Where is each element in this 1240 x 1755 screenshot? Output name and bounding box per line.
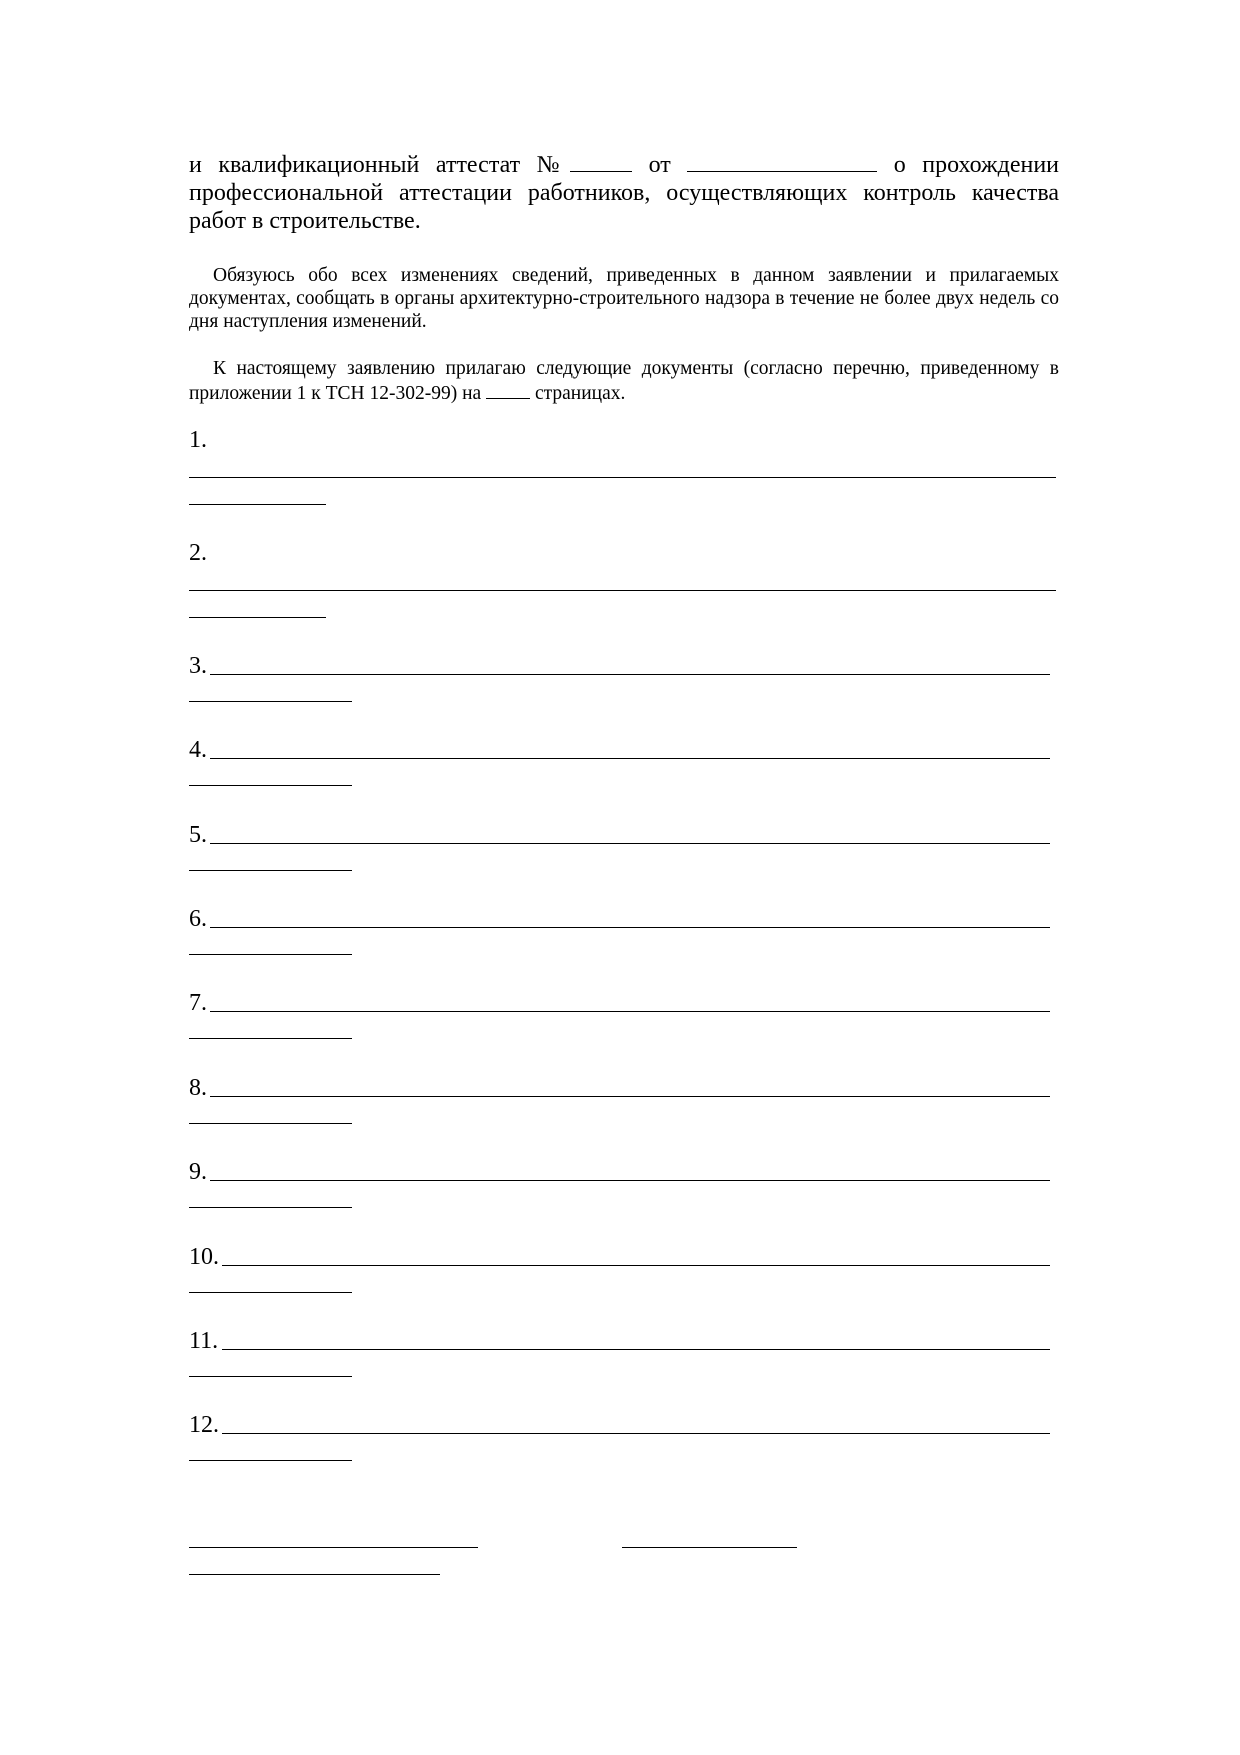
item-line-1[interactable] bbox=[210, 674, 1050, 675]
item-line-2[interactable] bbox=[189, 701, 352, 702]
qualification-text-1: и квалификационный аттестат № bbox=[189, 152, 571, 178]
attachments-text-1: К настоящему заявлению прилагаю следующие документы (согласно перечню, приведенному в приложении 1 к ТСН 12-302-99) на bbox=[189, 358, 1059, 404]
certificate-number-field[interactable] bbox=[570, 151, 632, 172]
item-line-1[interactable] bbox=[189, 477, 1056, 478]
item-number: 11. bbox=[189, 1328, 219, 1354]
item-number: 10. bbox=[189, 1244, 219, 1270]
item-line-2[interactable] bbox=[189, 1460, 352, 1461]
item-number: 9. bbox=[189, 1159, 207, 1185]
item-line-2[interactable] bbox=[189, 1207, 352, 1208]
obligation-paragraph bbox=[189, 264, 1059, 333]
page-count-field[interactable] bbox=[486, 380, 530, 399]
item-line-2[interactable] bbox=[189, 870, 352, 871]
attachments-paragraph bbox=[189, 357, 1059, 405]
item-line-1[interactable] bbox=[210, 1180, 1050, 1181]
item-line-1[interactable] bbox=[210, 758, 1050, 759]
item-line-2[interactable] bbox=[189, 617, 326, 618]
item-line-2[interactable] bbox=[189, 954, 352, 955]
item-line-1[interactable] bbox=[222, 1349, 1050, 1350]
item-number: 4. bbox=[189, 737, 207, 763]
item-line-1[interactable] bbox=[189, 590, 1056, 591]
signature-date-line[interactable] bbox=[189, 1574, 440, 1575]
item-number: 6. bbox=[189, 906, 207, 932]
item-line-2[interactable] bbox=[189, 1292, 352, 1293]
signature-line[interactable] bbox=[622, 1547, 797, 1548]
certificate-date-field[interactable] bbox=[687, 151, 877, 172]
signature-name-line[interactable] bbox=[189, 1547, 478, 1548]
item-line-1[interactable] bbox=[210, 843, 1050, 844]
item-line-1[interactable] bbox=[210, 1011, 1050, 1012]
item-number: 3. bbox=[189, 653, 207, 679]
item-line-1[interactable] bbox=[222, 1433, 1050, 1434]
item-number: 7. bbox=[189, 990, 207, 1016]
qualification-text-2: от bbox=[632, 152, 688, 178]
item-number: 12. bbox=[189, 1412, 219, 1438]
item-line-2[interactable] bbox=[189, 785, 352, 786]
item-line-1[interactable] bbox=[210, 1096, 1050, 1097]
qualification-paragraph bbox=[189, 151, 1059, 235]
item-line-1[interactable] bbox=[210, 927, 1050, 928]
item-line-2[interactable] bbox=[189, 1038, 352, 1039]
item-line-2[interactable] bbox=[189, 1123, 352, 1124]
item-line-2[interactable] bbox=[189, 1376, 352, 1377]
item-line-1[interactable] bbox=[222, 1265, 1050, 1266]
item-line-2[interactable] bbox=[189, 504, 326, 505]
qualification-text-3: о прохождении профессиональной аттестации работников, осуществляющих контроль качества работ в строительстве. bbox=[189, 152, 1060, 234]
item-number: 5. bbox=[189, 822, 207, 848]
obligation-text: Обязуюсь обо всех изменениях сведений, приведенных в данном заявлении и прилагаемых документах, сообщать в органы архитектурно-строительного надзора в течение не более двух недель со дня наступления изменений. bbox=[189, 265, 1059, 332]
item-number: 1. bbox=[189, 427, 207, 453]
attachments-text-2: страницах. bbox=[530, 383, 626, 404]
item-number: 8. bbox=[189, 1075, 207, 1101]
item-number: 2. bbox=[189, 540, 207, 566]
